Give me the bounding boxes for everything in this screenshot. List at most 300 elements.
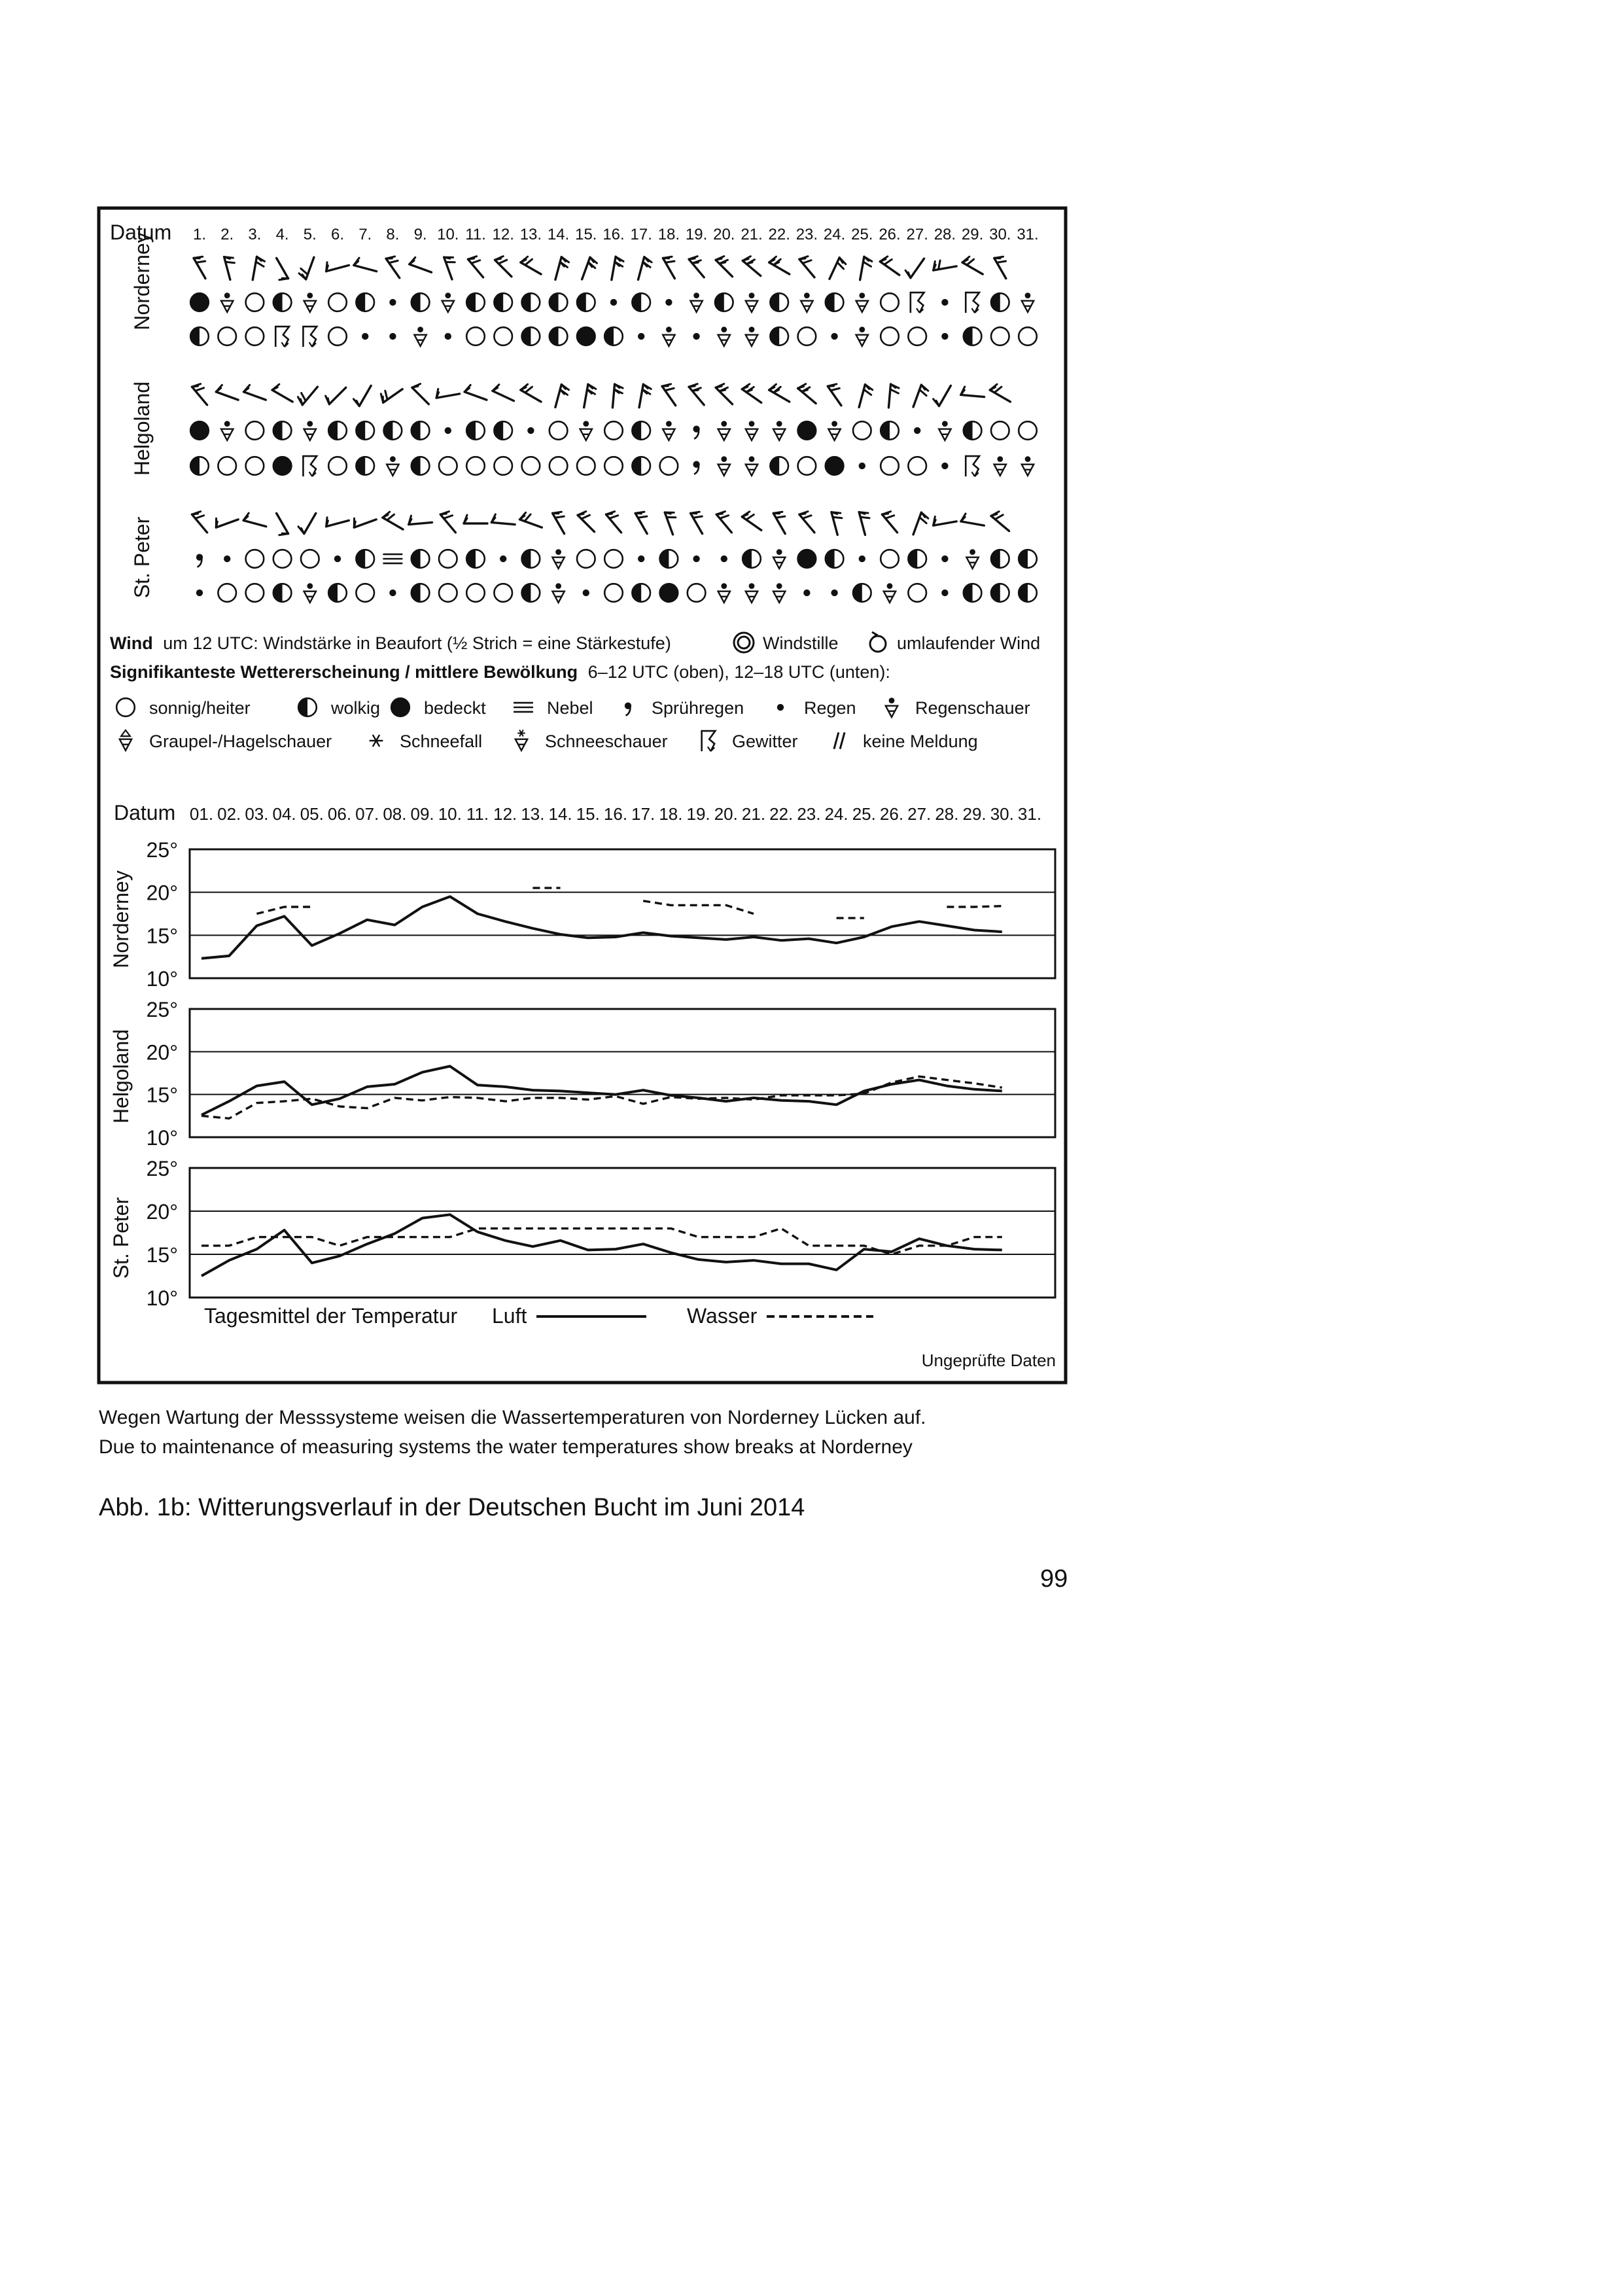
wind-barb-icon: [691, 512, 703, 533]
wind-barb-icon: [436, 389, 459, 398]
half: [356, 293, 365, 311]
wx-wolkig-icon: [494, 421, 512, 440]
series-line-luft: [201, 1214, 1002, 1276]
wx-wolkig-icon: [190, 327, 209, 345]
wx-wolkig-icon: [550, 293, 568, 311]
dot: [859, 556, 865, 562]
dot: [445, 333, 451, 340]
wx-sonnig-icon: [660, 457, 678, 475]
feather: [746, 390, 752, 393]
circle: [494, 327, 512, 345]
feather: [773, 390, 778, 393]
page-number: 99: [1040, 1565, 1068, 1593]
wx-sonnig-icon: [218, 327, 236, 345]
feather: [444, 516, 452, 519]
legend-item-label: bedeckt: [424, 698, 486, 718]
circle: [550, 421, 568, 440]
wx-regenschauer-icon: [994, 456, 1006, 476]
feather: [302, 528, 304, 533]
wind-barb-icon: [882, 512, 897, 533]
date-label-top: 15.: [575, 226, 597, 243]
panel-station-label: St. Peter: [109, 1197, 133, 1279]
station-label: Helgoland: [130, 381, 154, 476]
y-tick-label: 10°: [146, 1126, 178, 1150]
wx-regenschauer-icon: [387, 456, 398, 476]
wind-barb-icon: [742, 384, 761, 402]
wx-wolkig-icon: [715, 293, 733, 311]
wx-regenschauer-icon: [746, 421, 758, 440]
staff: [555, 257, 561, 280]
wx-gewitter-icon: [275, 327, 289, 347]
feather: [799, 258, 805, 259]
circle: [991, 327, 1009, 345]
wind-barb-icon: [253, 256, 264, 279]
wx-regen-icon: [445, 427, 451, 434]
date-label-bottom: 07.: [355, 804, 379, 824]
circle: [439, 457, 457, 475]
dot: [666, 327, 672, 332]
wx-bedeckt-icon: [190, 421, 209, 440]
windstille-icon: [734, 633, 754, 652]
legend-item-label: keine Meldung: [863, 732, 978, 751]
date-label-bottom: 12.: [493, 804, 517, 824]
staff: [962, 262, 983, 274]
wx-regen-icon: [859, 556, 865, 562]
half: [522, 293, 531, 311]
feather: [962, 260, 968, 262]
feather: [716, 258, 722, 260]
date-label-bottom: 21.: [741, 804, 766, 824]
staff: [329, 387, 345, 404]
dot: [914, 427, 920, 434]
feather: [495, 258, 500, 260]
wx-wolkig-icon: [632, 421, 650, 440]
circle: [660, 457, 678, 475]
date-label-bottom: 02.: [217, 804, 241, 824]
wx-gewitter-icon: [966, 292, 979, 313]
wx-wolkig-icon: [1019, 584, 1037, 602]
wx-regen-icon: [831, 333, 837, 340]
wind-barb-icon: [716, 512, 731, 533]
plot-frame: [190, 1168, 1055, 1298]
legend-item-label: Schneeschauer: [545, 732, 668, 751]
wx-sonnig-icon: [991, 421, 1009, 440]
circle: [577, 327, 595, 345]
wx-regenschauer-icon: [221, 292, 233, 312]
date-label-top: 8.: [386, 226, 400, 243]
wind-barb-icon: [386, 256, 400, 278]
date-label-top: 28.: [934, 226, 956, 243]
feather: [412, 386, 418, 387]
wind-barb-icon: [662, 384, 676, 406]
wind-barb-icon: [638, 257, 652, 280]
wx-regenschauer-icon: [856, 327, 868, 346]
wind-barb-icon: [905, 258, 924, 277]
staff: [383, 518, 403, 529]
date-label-bottom: 04.: [272, 804, 296, 824]
date-label-top: 5.: [303, 226, 317, 243]
wx-regen-icon: [638, 556, 644, 562]
staff: [582, 257, 590, 279]
wind-barb-icon: [639, 384, 651, 407]
wind-barb-icon: [216, 385, 238, 400]
date-label-top: 25.: [851, 226, 873, 243]
dot: [749, 327, 755, 332]
half: [770, 293, 779, 311]
date-label-bottom: 30.: [990, 804, 1014, 824]
wx-wolkig-icon: [1019, 550, 1037, 568]
wind-barb-icon: [491, 514, 515, 525]
feather: [582, 515, 590, 519]
date-header-top: [193, 226, 1039, 243]
date-label-bottom: 23.: [797, 804, 821, 824]
circle: [246, 293, 264, 311]
wx-nebel-icon: [514, 703, 533, 712]
wind-barb-icon: [383, 512, 403, 529]
wx-regen-icon: [914, 427, 920, 434]
staff: [888, 384, 890, 408]
wx-regenschauer-icon: [746, 456, 758, 476]
wind-barb-icon: [192, 512, 207, 533]
date-label-bottom: 08.: [383, 804, 407, 824]
y-tick-label: 10°: [146, 967, 178, 991]
legend-item-label: Nebel: [547, 698, 593, 718]
wx-wolkig-icon: [384, 421, 402, 440]
feather: [769, 387, 775, 390]
wx-sonnig-icon: [991, 327, 1009, 345]
dot: [638, 556, 644, 562]
series-line-wasser: [947, 906, 1002, 907]
half: [964, 584, 973, 602]
half: [273, 421, 283, 440]
half: [494, 421, 503, 440]
feather: [521, 260, 526, 262]
y-tick-label: 20°: [146, 1200, 178, 1224]
wx-sonnig-icon: [577, 550, 595, 568]
circle: [688, 584, 706, 602]
dot: [721, 421, 727, 427]
weather-legend: [110, 632, 1040, 751]
half: [466, 550, 476, 568]
staff: [859, 385, 865, 408]
wx-wolkig-icon: [466, 421, 485, 440]
legend-row-1: [116, 698, 1030, 718]
date-label-top: 31.: [1017, 226, 1039, 243]
wind-barb-icon: [769, 384, 790, 402]
wx-regen-icon: [665, 299, 672, 306]
dot: [693, 333, 699, 340]
wind-barb-icon: [913, 512, 928, 535]
wx-wolkig-icon: [632, 457, 650, 475]
wx-regen-icon: [721, 556, 727, 562]
date-label-top: 27.: [906, 226, 928, 243]
wx-regenschauer-icon: [773, 583, 785, 603]
wind-legend-bold: Wind: [110, 633, 153, 653]
feather: [803, 516, 811, 519]
circle: [218, 457, 236, 475]
wx-regenschauer-icon: [939, 421, 951, 440]
wx-regenschauer-icon: [773, 421, 785, 440]
dot: [389, 590, 396, 596]
wx-regen-icon: [500, 556, 506, 562]
wx-sonnig-icon: [246, 421, 264, 440]
wx-gewitter-icon: [966, 456, 979, 476]
circle: [881, 327, 899, 345]
feather: [920, 390, 927, 396]
staff: [859, 512, 865, 535]
wx-sonnig-icon: [881, 293, 899, 311]
circle: [881, 550, 899, 568]
feather: [555, 516, 565, 518]
wx-wolkig-icon: [328, 584, 347, 602]
wx-bedeckt-icon: [798, 550, 816, 568]
wx-regenschauer-icon: [801, 292, 812, 312]
half: [991, 293, 1000, 311]
wx-regenschauer-icon: [1022, 456, 1034, 476]
wind-barb-icon: [521, 384, 541, 402]
dot: [666, 421, 672, 427]
half: [550, 327, 559, 345]
feather: [776, 516, 785, 518]
wx-sonnig-icon: [853, 421, 871, 440]
wind-barb-icon: [612, 384, 623, 408]
wind-barb-icon: [326, 262, 349, 272]
date-label-bottom: 26.: [879, 804, 904, 824]
circle: [908, 327, 926, 345]
feather: [328, 398, 329, 404]
y-tick-label: 25°: [146, 1157, 178, 1180]
wx-regenschauer-icon: [966, 549, 978, 569]
station-block-stpeter: [130, 512, 1037, 603]
staff: [961, 395, 985, 397]
wind-barb-icon: [224, 257, 235, 280]
wx-sonnig-icon: [466, 584, 485, 602]
wx-nebel-icon: [383, 554, 402, 563]
circle: [190, 421, 209, 440]
wx-gewitter-icon: [303, 456, 317, 476]
staff: [769, 390, 790, 402]
half: [632, 421, 641, 440]
wx-gewitter-icon: [702, 731, 716, 751]
circle: [798, 457, 816, 475]
wind-barb-icon: [663, 256, 674, 278]
circle: [466, 327, 485, 345]
half: [632, 457, 641, 475]
wx-keine-icon: [834, 732, 845, 749]
feather: [720, 516, 728, 519]
wind-barb-icon: [689, 256, 704, 277]
wx-regenschauer-icon: [718, 327, 730, 346]
y-tick-label: 15°: [146, 1243, 178, 1267]
feather: [692, 262, 698, 263]
staff: [354, 520, 376, 527]
staff: [224, 257, 230, 280]
wx-bedeckt-icon: [798, 421, 816, 440]
wx-sonnig-icon: [439, 457, 457, 475]
dot: [749, 292, 755, 298]
half: [522, 327, 531, 345]
wx-sonnig-icon: [273, 550, 292, 568]
wind-barb-icon: [277, 513, 288, 535]
wind-barb-icon: [553, 512, 565, 533]
wind-barb-icon: [272, 384, 292, 402]
plot-frame: [190, 849, 1055, 978]
panel-station-label: Norderney: [109, 870, 133, 968]
staff: [913, 512, 921, 535]
legend-label-luft: Luft: [492, 1304, 527, 1328]
circle: [577, 550, 595, 568]
staff: [521, 390, 541, 402]
staff: [277, 513, 288, 533]
dot: [307, 583, 313, 589]
feather: [831, 388, 840, 390]
wind-barb-icon: [243, 513, 266, 527]
y-tick-label: 10°: [146, 1286, 178, 1310]
date-label-top: 26.: [879, 226, 901, 243]
date-label-top: 2.: [220, 226, 234, 243]
circle: [466, 584, 485, 602]
feather: [880, 259, 886, 262]
wx-bedeckt-icon: [391, 698, 410, 716]
y-tick-label: 20°: [146, 881, 178, 905]
wind-barb-icon: [582, 257, 597, 279]
slash: [840, 732, 845, 749]
date-label-top: 23.: [795, 226, 818, 243]
wx-regenschauer-icon: [414, 327, 426, 346]
wx-regen-icon: [610, 299, 617, 306]
staff: [584, 384, 588, 407]
wind-barb-icon: [464, 515, 487, 523]
wind-barb-icon: [606, 512, 621, 533]
dot: [831, 421, 837, 427]
feather: [716, 386, 722, 387]
station-block-helgoland: [130, 381, 1037, 476]
wind-barb-icon: [326, 518, 349, 527]
dot: [196, 590, 203, 596]
wx-regen-icon: [693, 556, 699, 562]
legend-row-2: [120, 730, 978, 752]
dot: [721, 583, 727, 589]
circle: [466, 457, 485, 475]
wind-barb-icon: [519, 512, 542, 527]
wx-sonnig-icon: [577, 457, 595, 475]
wx-regenschauer-icon: [1022, 292, 1034, 312]
wind-barb-icon: [962, 256, 983, 274]
circle: [328, 457, 347, 475]
date-label-top: 30.: [989, 226, 1011, 243]
circle: [328, 293, 347, 311]
temperature-panel-stpeter: [109, 1157, 1055, 1310]
circle: [1019, 327, 1037, 345]
circle: [439, 550, 457, 568]
feather: [803, 260, 811, 264]
significant-weather-line: [110, 662, 890, 682]
date-label-bottom: 03.: [245, 804, 269, 824]
wx-wolkig-icon: [908, 550, 926, 568]
wx-wolkig-icon: [991, 584, 1009, 602]
wx-sonnig-icon: [466, 327, 485, 345]
half: [273, 293, 283, 311]
wx-sonnig-icon: [881, 457, 899, 475]
dot: [224, 292, 230, 298]
date-label-top: 20.: [713, 226, 735, 243]
wind-barb-icon: [635, 512, 647, 533]
wx-sonnig-icon: [246, 293, 264, 311]
wx-regen-icon: [941, 333, 948, 340]
wind-barb-icon: [381, 389, 402, 403]
feather: [385, 391, 387, 400]
feather: [920, 518, 927, 523]
wind-barb-icon: [689, 384, 704, 405]
staff: [304, 513, 316, 533]
y-tick-label: 15°: [146, 1083, 178, 1107]
half: [742, 550, 752, 568]
circle: [660, 584, 678, 602]
wx-regen-icon: [941, 463, 948, 469]
wx-regen-icon: [583, 590, 589, 596]
staff: [769, 262, 790, 274]
circle: [577, 457, 595, 475]
wx-regenschauer-icon: [552, 583, 564, 603]
dot: [889, 698, 895, 703]
staff: [742, 389, 761, 403]
wx-bedeckt-icon: [190, 293, 209, 311]
staff: [829, 258, 839, 279]
feather: [693, 516, 703, 518]
wind-barb-icon: [578, 512, 594, 532]
dot: [887, 583, 893, 589]
wind-barb-icon: [495, 256, 511, 277]
wx-regen-icon: [527, 427, 534, 434]
wx-wolkig-icon: [964, 584, 982, 602]
feather: [525, 514, 531, 521]
wx-regen-icon: [334, 556, 341, 562]
half: [550, 293, 559, 311]
date-label-bottom: 24.: [824, 804, 848, 824]
feather: [864, 389, 871, 395]
wx-wolkig-icon: [411, 457, 430, 475]
circle: [991, 421, 1009, 440]
staff: [436, 394, 459, 398]
staff: [464, 392, 487, 400]
panel-station-label: Helgoland: [109, 1029, 133, 1124]
windstille-label: Windstille: [763, 633, 839, 653]
series-line-wasser: [643, 901, 754, 914]
series-line-luft: [201, 1067, 1002, 1116]
wind-barb-icon: [468, 256, 483, 277]
dot: [583, 590, 589, 596]
wx-wolkig-icon: [466, 293, 485, 311]
staff: [911, 258, 924, 277]
date-label-bottom: 16.: [603, 804, 628, 824]
date-label-bottom: 22.: [769, 804, 794, 824]
dot: [389, 299, 396, 306]
wind-barb-icon: [440, 512, 455, 533]
circle: [246, 584, 264, 602]
wx-sonnig-icon: [908, 584, 926, 602]
dot: [610, 299, 617, 306]
staff: [253, 256, 256, 279]
wind-barb-icon: [493, 385, 514, 401]
half: [660, 550, 669, 568]
half: [356, 457, 365, 475]
half: [604, 327, 614, 345]
wx-sonnig-icon: [908, 327, 926, 345]
feather: [692, 390, 698, 391]
wx-regenschauer-icon: [828, 421, 840, 440]
wind-barb-icon: [716, 256, 732, 277]
wx-wolkig-icon: [298, 698, 317, 716]
